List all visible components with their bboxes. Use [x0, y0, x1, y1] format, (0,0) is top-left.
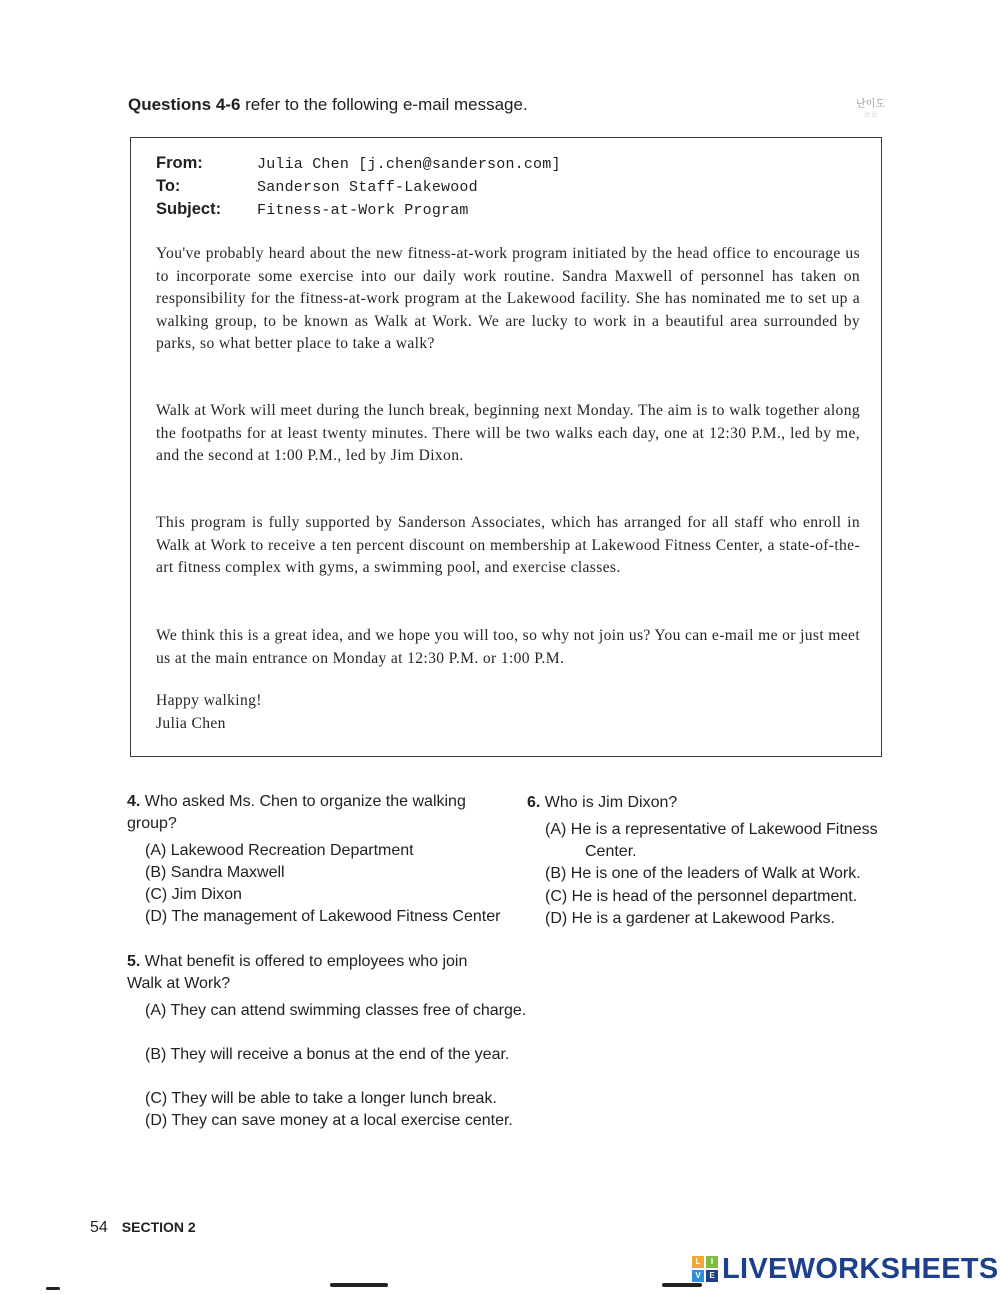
question-6-option-d[interactable]: (D) He is a gardener at Lakewood Parks.: [545, 910, 835, 927]
logo-text: LIVEWORKSHEETS: [722, 1252, 999, 1285]
email-paragraph-1: You've probably heard about the new fitness-at-work program initiated by the head office to encourage us to incorporate some exercise into our daily work routine. Sandra Maxwell of personnel has taken on responsibility for the fitness-at-work program at the Lakewood facility. She has nominated me to set up a walking group, to be known as Walk at Work. We are lucky to work in a beautiful area surrounded by parks, so what better place to take a walk?: [156, 245, 860, 353]
difficulty-stars: ☆☆: [863, 110, 878, 119]
question-5-option-a[interactable]: (A) They can attend swimming classes free of charge.: [145, 1002, 527, 1019]
question-6: 6. Who is Jim Dixon?: [527, 794, 678, 811]
subject-label: Subject:: [156, 200, 222, 218]
subject-value: Fitness-at-Work Program: [257, 202, 469, 219]
difficulty-label: 난이도 ☆☆: [856, 99, 885, 119]
to-value: Sanderson Staff-Lakewood: [257, 179, 478, 196]
question-5: 5. What benefit is offered to employees who join Walk at Work?: [127, 953, 468, 992]
question-5-option-b[interactable]: (B) They will receive a bonus at the end of the year.: [145, 1046, 510, 1063]
question-4-option-b[interactable]: (B) Sandra Maxwell: [145, 864, 285, 881]
question-5-option-c[interactable]: (C) They will be able to take a longer lunch break.: [145, 1090, 497, 1107]
question-6-option-c[interactable]: (C) He is head of the personnel department.: [545, 888, 858, 905]
question-5-option-d[interactable]: (D) They can save money at a local exercise center.: [145, 1112, 513, 1129]
question-6-option-a[interactable]: (A) He is a representative of Lakewood Fitness Center.: [545, 821, 878, 860]
question-6-option-b[interactable]: (B) He is one of the leaders of Walk at Work.: [545, 865, 861, 882]
logo-grid-cell-i: I: [706, 1256, 718, 1268]
logo-grid-cell-l: L: [692, 1256, 704, 1268]
scan-mark-center: [330, 1283, 388, 1287]
question-4-option-d[interactable]: (D) The management of Lakewood Fitness Center: [145, 908, 501, 925]
email-signature: Julia Chen: [156, 715, 226, 732]
section-label: SECTION 2: [121, 1219, 196, 1235]
question-4-option-a[interactable]: (A) Lakewood Recreation Department: [145, 842, 414, 859]
scan-mark-left: [46, 1287, 60, 1290]
page-footer: [90, 1219, 196, 1237]
email-closing: Happy walking!: [156, 692, 262, 709]
question-4-option-c[interactable]: (C) Jim Dixon: [145, 886, 242, 903]
email-paragraph-3: This program is fully supported by Sanderson Associates, which has arranged for all staff who enroll in Walk at Work to receive a ten percent discount on membership at Lakewood Fitness Center, a state-of-the-art fitness complex with gyms, a swimming pool, and exercise classes.: [156, 514, 860, 577]
from-label: From:: [156, 154, 203, 172]
logo-grid-cell-v: V: [692, 1270, 704, 1282]
from-value: Julia Chen [j.chen@sanderson.com]: [257, 156, 561, 173]
liveworksheets-logo: [692, 1253, 999, 1285]
logo-grid-icon: [692, 1256, 718, 1282]
email-paragraph-4: We think this is a great idea, and we hope you will too, so why not join us? You can e-mail me or just meet us at the main entrance on Monday at 12:30 P.M. or 1:00 P.M.: [156, 627, 860, 667]
questions-intro: Questions 4-6 refer to the following e-mail message.: [128, 95, 528, 114]
logo-grid-cell-e: E: [706, 1270, 718, 1282]
scan-mark-right: [662, 1283, 702, 1287]
question-4: 4. Who asked Ms. Chen to organize the walking group?: [127, 793, 466, 832]
to-label: To:: [156, 177, 181, 195]
page-number: 54: [90, 1219, 108, 1236]
email-paragraph-2: Walk at Work will meet during the lunch break, beginning next Monday. The aim is to walk together along the footpaths for at least twenty minutes. There will be two walks each day, one at 12:30 P.M., led by me, and the second at 1:00 P.M., led by Jim Dixon.: [156, 402, 860, 465]
